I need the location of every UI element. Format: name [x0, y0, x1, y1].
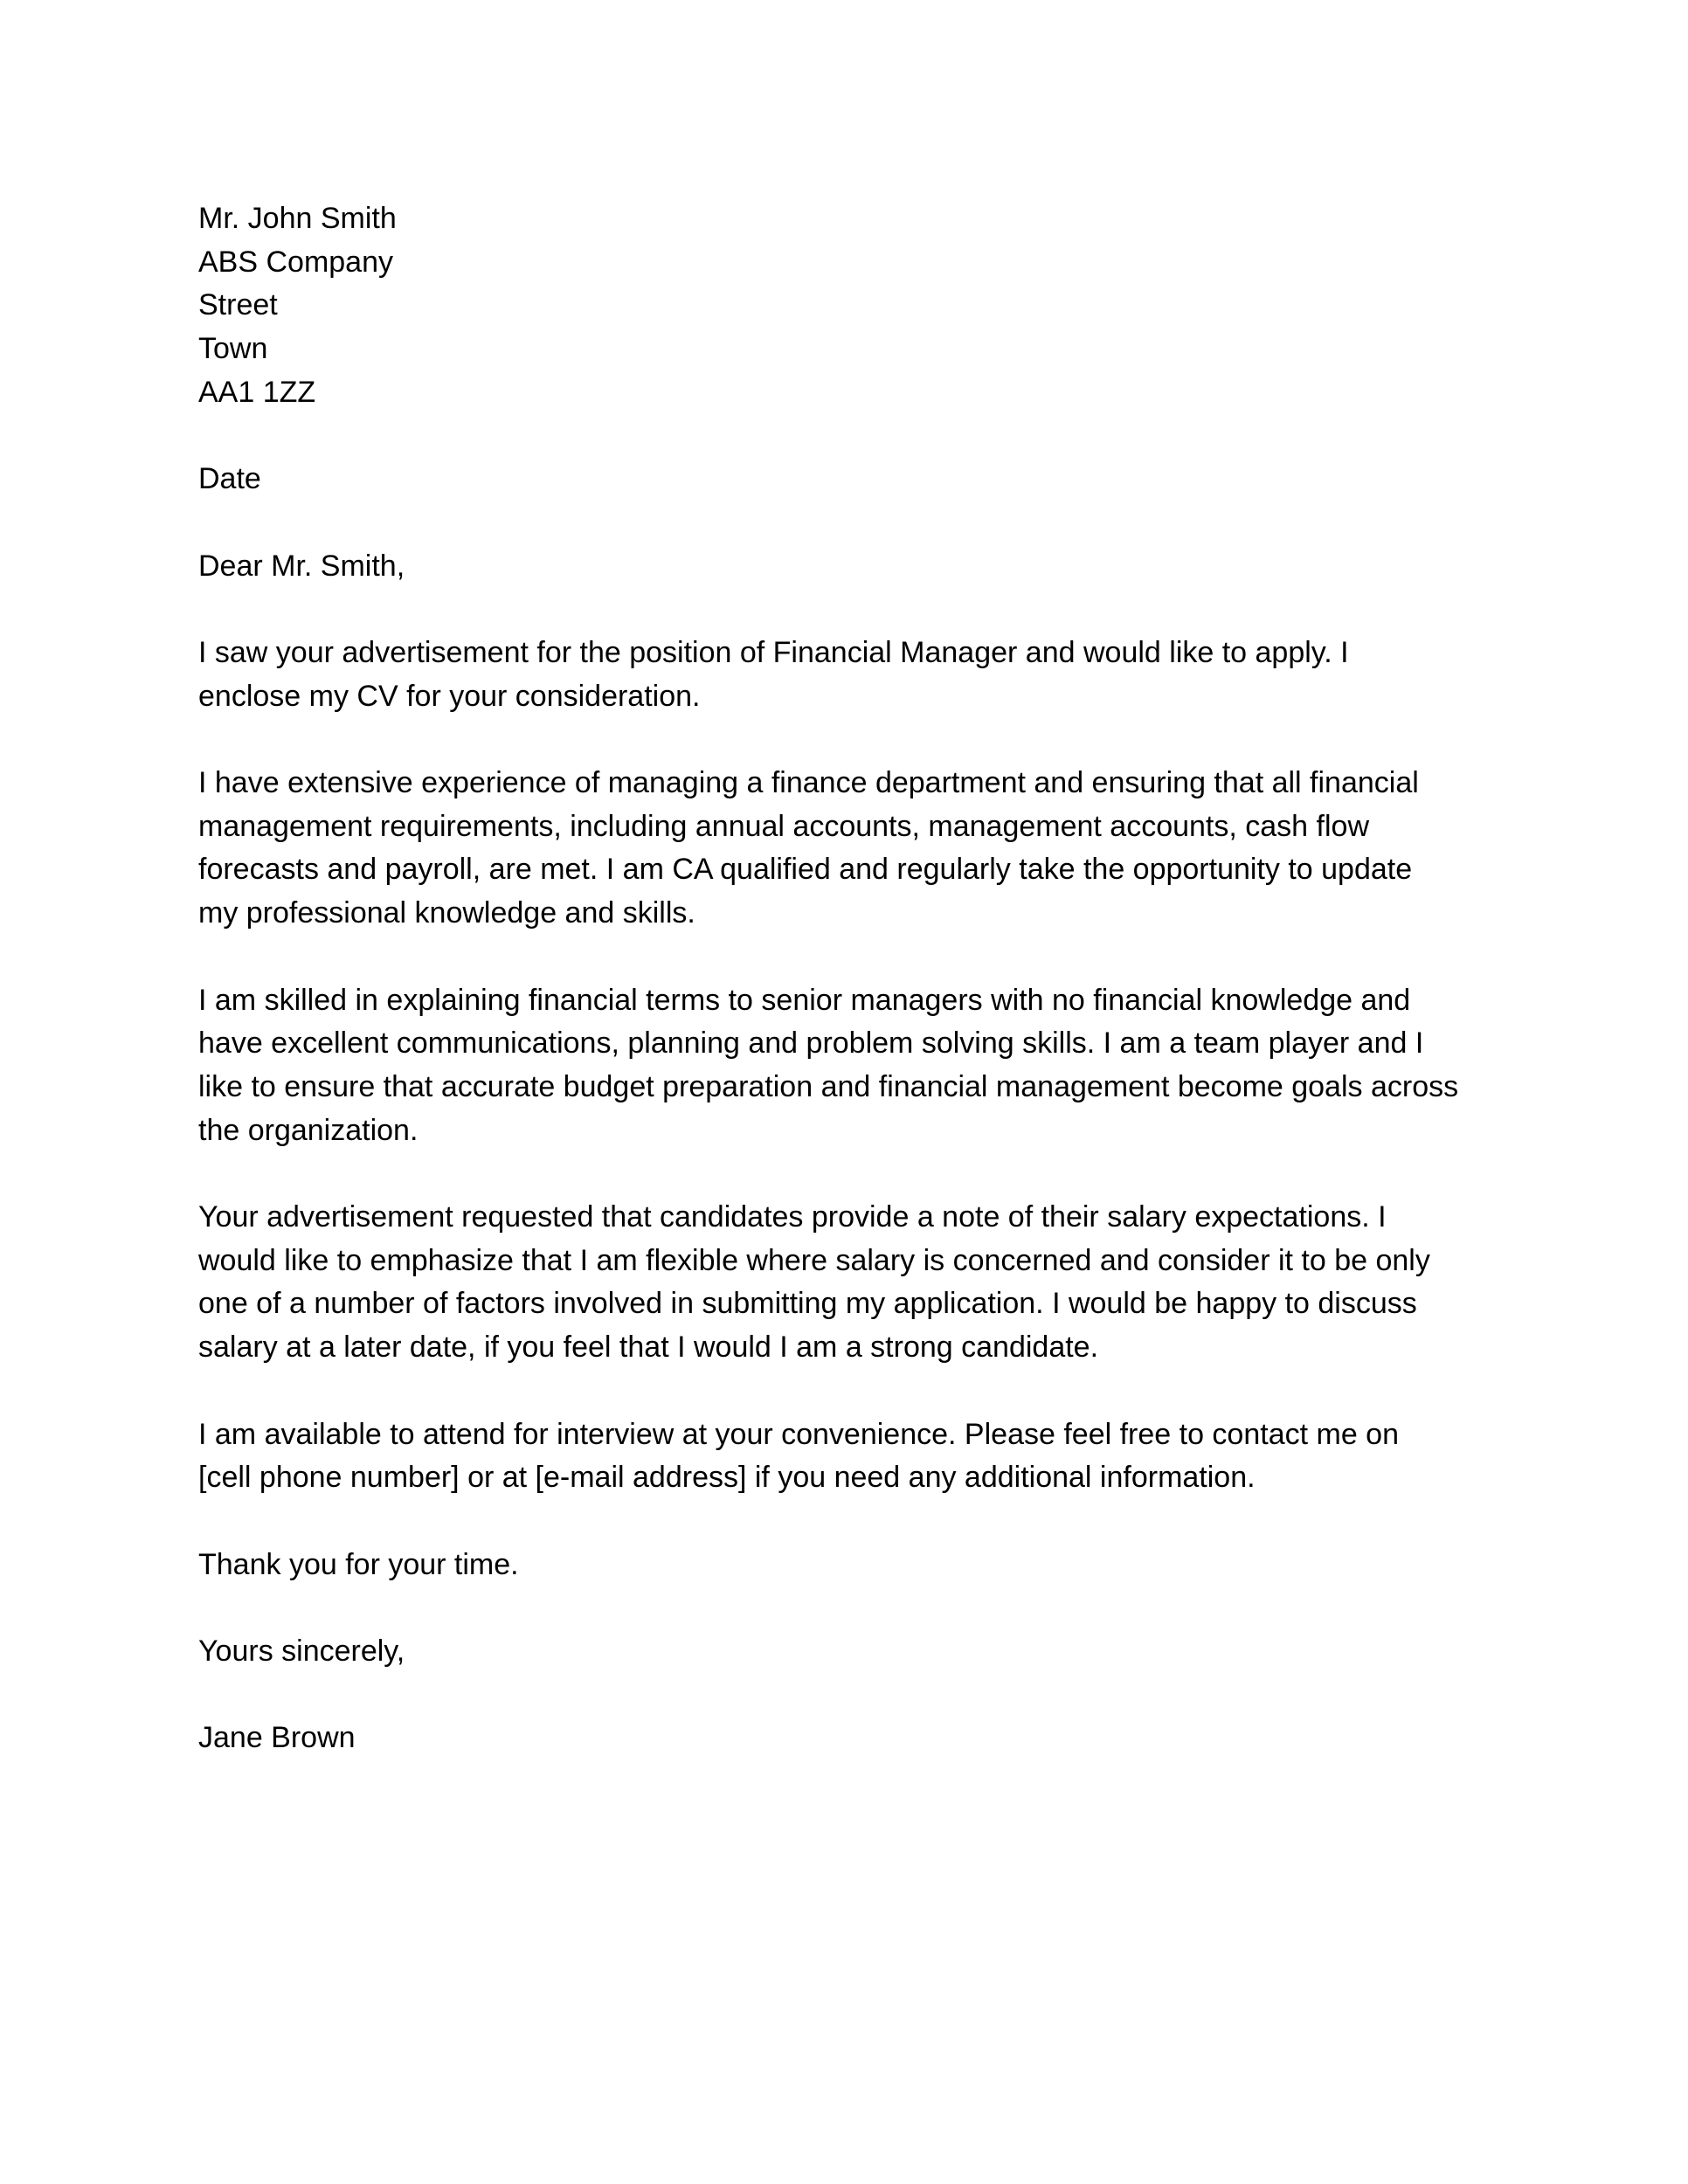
spacer [198, 501, 1535, 545]
paragraph-line: one of a number of factors involved in submitting my application. I would be happy to discuss [198, 1287, 1417, 1321]
body-paragraph-5 [198, 1413, 1535, 1500]
recipient-company: ABS Company [198, 245, 393, 279]
salutation: Dear Mr. Smith, [198, 549, 405, 583]
spacer [198, 1586, 1535, 1630]
paragraph-line: I have extensive experience of managing a finance department and ensuring that all financial [198, 766, 1419, 800]
paragraph-line: management requirements, including annual accounts, management accounts, cash flow [198, 809, 1369, 843]
spacer [198, 415, 1535, 459]
recipient-postcode: AA1 1ZZ [198, 375, 316, 409]
paragraph-line: I am skilled in explaining financial terms to senior managers with no financial knowledge and [198, 983, 1411, 1017]
paragraph-line: Your advertisement requested that candidates provide a note of their salary expectations. I [198, 1200, 1387, 1234]
paragraph-line: enclose my CV for your consideration. [198, 679, 701, 713]
paragraph-line: the organization. [198, 1113, 419, 1147]
paragraph-line: forecasts and payroll, are met. I am CA qualified and regularly take the opportunity to update [198, 853, 1413, 887]
recipient-street: Street [198, 288, 278, 322]
body-paragraph-4 [198, 1196, 1535, 1370]
spacer [198, 936, 1535, 979]
cover-letter [198, 197, 1535, 1760]
paragraph-line: [cell phone number] or at [e-mail address] if you need any additional information. [198, 1461, 1256, 1495]
paragraph-line: have excellent communications, planning and problem solving skills. I am a team player and I [198, 1026, 1424, 1061]
recipient-town: Town [198, 332, 268, 366]
spacer [198, 718, 1535, 762]
paragraph-line: salary at a later date, if you feel that I would I am a strong candidate. [198, 1330, 1099, 1365]
spacer [198, 588, 1535, 632]
paragraph-line: I am available to attend for interview at your convenience. Please feel free to contact me on [198, 1417, 1399, 1451]
paragraph-line: like to ensure that accurate budget preparation and financial management become goals across [198, 1069, 1459, 1103]
recipient-name: Mr. John Smith [198, 202, 397, 235]
spacer [198, 1152, 1535, 1196]
paragraph-line: my professional knowledge and skills. [198, 896, 695, 930]
recipient-address [198, 197, 1535, 415]
spacer [198, 1674, 1535, 1717]
paragraph-line: I saw your advertisement for the position of Financial Manager and would like to apply. I [198, 635, 1349, 669]
spacer [198, 1500, 1535, 1544]
closing-thanks: Thank you for your time. [198, 1547, 519, 1581]
body-paragraph-1 [198, 632, 1535, 718]
paragraph-line: would like to emphasize that I am flexible where salary is concerned and consider it to be only [198, 1243, 1430, 1277]
sign-off: Yours sincerely, [198, 1635, 405, 1669]
body-paragraph-3 [198, 979, 1535, 1153]
letter-date: Date [198, 462, 261, 496]
signature-name: Jane Brown [198, 1721, 356, 1755]
body-paragraph-2 [198, 762, 1535, 936]
spacer [198, 1370, 1535, 1413]
